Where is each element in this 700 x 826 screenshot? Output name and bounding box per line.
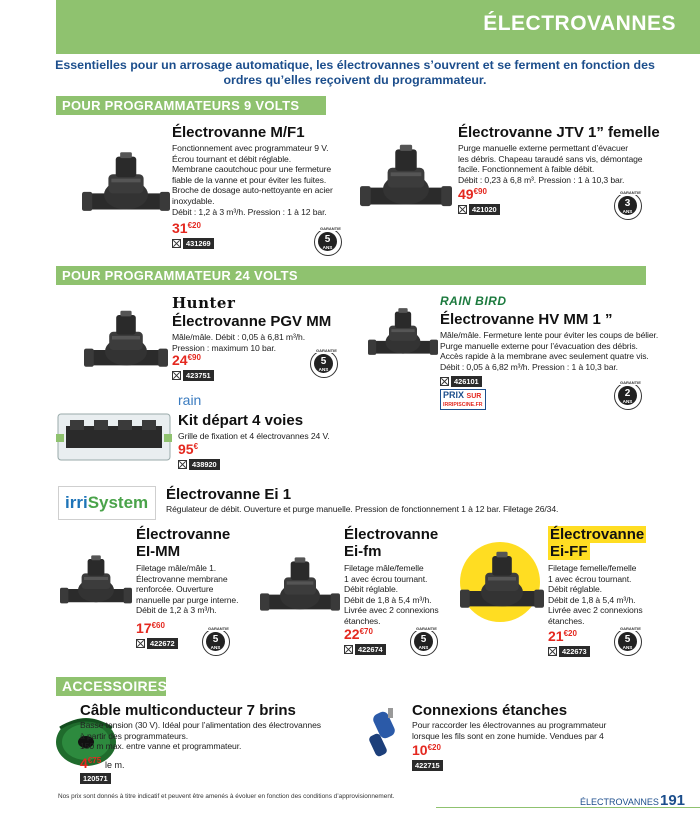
page-number: 191 — [660, 792, 686, 809]
product-desc-eiff: Filetage femelle/femelle 1 avec écrou tournant. Débit réglable. Débit de 1,8 à 5,4 m³/h. Livrée avec 2 connexions étanches. — [548, 563, 643, 626]
price-connex: $10^{€20}$ — [412, 742, 441, 758]
section-accessoires-bar: ACCESSOIRES — [56, 677, 166, 696]
reference-icon — [458, 205, 467, 214]
warranty-badge-pgv: GARANTIE 5 ANS — [310, 350, 338, 378]
product-desc-eifm: Filetage mâle/femelle 1 avec écrou tournant. Débit réglable. Débit de 1,8 à 5,4 m³/h. Livrée avec 2 connexions étanches. — [344, 563, 439, 626]
reference-icon — [344, 645, 353, 654]
warranty-badge-eimm: GARANTIE 5 ANS — [202, 628, 230, 656]
price-eifm: $22^{€70}$ — [344, 626, 373, 642]
brand-irrisystem-logo: irriSystem — [58, 486, 156, 520]
ref-cable: 120571 — [80, 773, 111, 784]
product-title-mf1: Électrovanne M/F1 — [172, 124, 305, 141]
product-desc-kit: Grille de fixation et 4 électrovannes 24 V. — [178, 431, 330, 441]
price-jtv: $49^{€90}$ — [458, 186, 487, 202]
ref-eifm: 422674 — [344, 644, 386, 655]
product-title-cable: Câble multiconducteur 7 brins — [80, 702, 296, 719]
valve-eifm-photo — [260, 530, 340, 646]
ref-kit: 438920 — [178, 459, 220, 470]
intro-text: Essentielles pour un arrosage automatique, les électrovannes s’ouvrent et se ferment en fonction des ordres qu’elles reçoivent du programmateur. — [55, 58, 655, 87]
price-cable: $4^{€75}$ le m. — [80, 755, 125, 771]
price-eimm: $17^{€60}$ — [136, 620, 165, 636]
footer-label: ÉLECTROVANNES — [580, 797, 659, 807]
warranty-badge-mf1: GARANTIE 5 ANS — [314, 228, 342, 256]
ref-jtv: 421020 — [458, 204, 500, 215]
valve-jtv-photo — [360, 120, 452, 238]
price-kit: 95€ — [178, 441, 199, 457]
reference-icon — [136, 639, 145, 648]
product-title-jtv: Électrovanne JTV 1” femelle — [458, 124, 660, 141]
section-24v-bar: POUR PROGRAMMATEUR 24 VOLTS — [56, 266, 646, 285]
price-mf1: $31^{€20}$ — [172, 220, 201, 236]
reference-icon — [440, 377, 449, 386]
reference-icon — [172, 371, 181, 380]
product-title-connex: Connexions étanches — [412, 702, 568, 719]
ref-mf1: 431269 — [172, 238, 214, 249]
warranty-badge-hv: GARANTIE 2 ANS — [614, 382, 642, 410]
product-desc-ei1: Régulateur de débit. Ouverture et purge manuelle. Pression de fonctionnement 1 à 12 bar. Filetage 26/34. — [166, 504, 559, 514]
product-desc-hv: Mâle/mâle. Fermeture lente pour éviter les coups de bélier. Purge manuelle externe pour l’évacuation des débris. Accès rapide à la membrane avec seulement quatre vis. Débit : 0,05 à 6,82 m³/h. Pression : 1 à 10,3 bar. — [440, 330, 659, 372]
price-pgv: $24^{€90}$ — [172, 352, 201, 368]
warranty-badge-eifm: GARANTIE 5 ANS — [410, 628, 438, 656]
ref-eimm: 422672 — [136, 638, 178, 649]
page-title: ÉLECTROVANNES — [483, 12, 676, 35]
product-title-hv: Électrovanne HV MM 1 ” — [440, 311, 613, 328]
connector-photo — [362, 704, 412, 764]
product-desc-pgv: Mâle/mâle. Débit : 0,05 à 6,81 m³/h. Pression : maximum 10 bar. — [172, 332, 306, 353]
warranty-badge-jtv: GARANTIE 3 ANS — [614, 192, 642, 220]
product-title-pgv: Électrovanne PGV MM — [172, 313, 332, 330]
product-title-ei1: Électrovanne Ei 1 — [166, 486, 292, 503]
product-desc-connex: Pour raccorder les électrovannes au programmateur lorsque les fils sont en zone humide. Vendues par 4 — [412, 720, 607, 741]
section-9v-bar: POUR PROGRAMMATEURS 9 VOLTS — [56, 96, 326, 115]
reference-icon — [172, 239, 181, 248]
valve-mf1-photo — [82, 130, 170, 240]
product-desc-cable: Basse tension (30 V). Idéal pour l’alimentation des électrovannes à partir des programmateurs. 150 m max. entre vanne et programmateur. — [80, 720, 321, 752]
reference-icon — [178, 460, 187, 469]
price-eiff: $21^{€20}$ — [548, 628, 577, 644]
prix-sur-site-link[interactable]: PRIX SUR IRRIPISCINE.FR — [440, 389, 486, 410]
valve-eimm-photo — [60, 524, 132, 644]
brand-rainbird-logo: RAIN BIRD — [440, 294, 507, 308]
valve-pgv-photo — [84, 292, 168, 392]
product-desc-jtv: Purge manuelle externe permettant d’évacuer les débris. Chapeau taraudé sans vis, démontage facile. Fonctionnement à faible débit. Débit : 0,23 à 6,8 m³. Pression : 1 à 10,3 bar. — [458, 143, 643, 185]
header-band — [56, 0, 700, 54]
ref-connex: 422715 — [412, 760, 443, 771]
product-title-eimm: Électrovanne EI-MM — [136, 526, 231, 560]
valve-hv-photo — [368, 296, 438, 374]
product-title-kit: Kit départ 4 voies — [178, 412, 304, 429]
valve-eiff-photo — [456, 524, 548, 648]
ref-pgv: 423751 — [172, 370, 214, 381]
kit-4-voies-photo — [56, 404, 172, 466]
product-title-eiff: Électrovanne Ei-FF — [550, 526, 645, 560]
ref-hv: 426101 — [440, 376, 482, 387]
product-title-eifm: Électrovanne Ei-fm — [344, 526, 439, 560]
product-desc-mf1: Fonctionnement avec programmateur 9 V. Écrou tournant et débit réglable. Membrane caoutchouc pour une fermeture fiable de la vanne et pour éviter les fuites. Broche de dosage auto-nettoyante en acier inoxydable. Débit : 1,2 à 3 m³/h. Pression : 1 à 12 bar. — [172, 143, 333, 217]
ref-eiff: 422673 — [548, 646, 590, 657]
brand-hunter-logo: Hunter — [172, 294, 236, 312]
brand-rain-logo: rain — [178, 392, 202, 408]
product-desc-eimm: Filetage mâle/mâle 1. Électrovanne membrane renforcée. Ouverture manuelle par purge interne. Débit de 1,2 à 3 m³/h. — [136, 563, 239, 616]
warranty-badge-eiff: GARANTIE 5 ANS — [614, 628, 642, 656]
footnote: Nos prix sont donnés à titre indicatif et peuvent être amenés à évoluer en fonction des conditions d’approvisionnement. — [58, 793, 395, 800]
reference-icon — [548, 647, 557, 656]
